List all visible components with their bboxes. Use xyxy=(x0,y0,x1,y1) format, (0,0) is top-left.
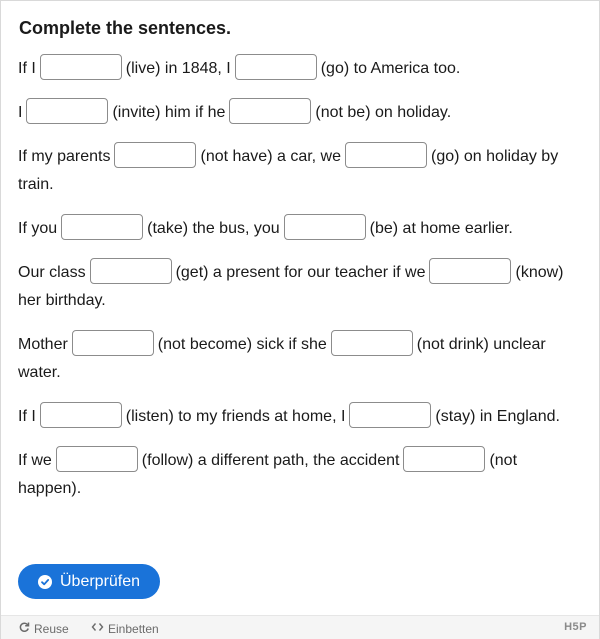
sentence-text: (not become) sick if she xyxy=(157,336,327,353)
sentence-text: If you xyxy=(18,220,58,237)
sentence xyxy=(18,55,578,83)
answer-blank-input[interactable] xyxy=(349,402,431,428)
sentence-text: If I xyxy=(18,408,36,425)
answer-blank-input[interactable] xyxy=(229,98,311,124)
answer-blank-input[interactable] xyxy=(284,214,366,240)
answer-blank-input[interactable] xyxy=(40,402,122,428)
sentence xyxy=(18,215,578,243)
sentence-text: (go) on holiday by train. xyxy=(18,148,559,193)
sentence-text: (invite) him if he xyxy=(112,104,226,121)
sentence xyxy=(18,331,578,387)
sentence xyxy=(18,259,578,315)
reuse-button[interactable] xyxy=(18,621,69,636)
sentence-text: (live) in 1848, I xyxy=(125,60,231,77)
answer-blank-input[interactable] xyxy=(114,142,196,168)
h5p-logo: H5P xyxy=(564,621,587,633)
answer-blank-input[interactable] xyxy=(429,258,511,284)
sentence-text: (not be) on holiday. xyxy=(315,104,452,121)
answer-blank-input[interactable] xyxy=(56,446,138,472)
answer-blank-input[interactable] xyxy=(403,446,485,472)
sentence-text: (stay) in England. xyxy=(435,408,560,425)
sentence-text: (be) at home earlier. xyxy=(369,220,513,237)
answer-blank-input[interactable] xyxy=(331,330,413,356)
sentence-text: (know) her birthday. xyxy=(18,264,564,309)
embed-button[interactable] xyxy=(91,621,159,636)
sentence-text: (not drink) unclear water. xyxy=(18,336,546,381)
sentence-text: If my parents xyxy=(18,148,111,165)
sentence xyxy=(18,143,578,199)
sentence-text: (not have) a car, we xyxy=(200,148,341,165)
sentence-text: (follow) a different path, the accident xyxy=(141,452,400,469)
reuse-label: Reuse xyxy=(34,621,69,636)
answer-blank-input[interactable] xyxy=(72,330,154,356)
check-button-label: Überprüfen xyxy=(60,572,141,590)
answer-blank-input[interactable] xyxy=(90,258,172,284)
page-title: Complete the sentences. xyxy=(19,18,232,38)
sentence-list xyxy=(18,55,578,519)
embed-label: Einbetten xyxy=(108,621,159,636)
answer-blank-input[interactable] xyxy=(40,54,122,80)
footer xyxy=(1,615,599,639)
sentence xyxy=(18,99,578,127)
sentence-text: Our class xyxy=(18,264,86,281)
sentence-text: (take) the bus, you xyxy=(147,220,280,237)
sentence xyxy=(18,447,578,503)
reuse-icon xyxy=(18,621,30,636)
check-circle-icon xyxy=(38,575,52,589)
sentence-text: Mother xyxy=(18,336,68,353)
sentence-text: I xyxy=(18,104,23,121)
answer-blank-input[interactable] xyxy=(26,98,108,124)
sentence-text: If we xyxy=(18,452,52,469)
sentence-text: (not happen). xyxy=(18,452,518,497)
answer-blank-input[interactable] xyxy=(235,54,317,80)
code-icon xyxy=(91,621,104,636)
sentence-text: (go) to America too. xyxy=(320,60,461,77)
answer-blank-input[interactable] xyxy=(61,214,143,240)
check-button[interactable] xyxy=(18,564,160,599)
sentence-text: (listen) to my friends at home, I xyxy=(125,408,346,425)
sentence xyxy=(18,403,578,431)
sentence-text: If I xyxy=(18,60,36,77)
sentence-text: (get) a present for our teacher if we xyxy=(175,264,426,281)
answer-blank-input[interactable] xyxy=(345,142,427,168)
